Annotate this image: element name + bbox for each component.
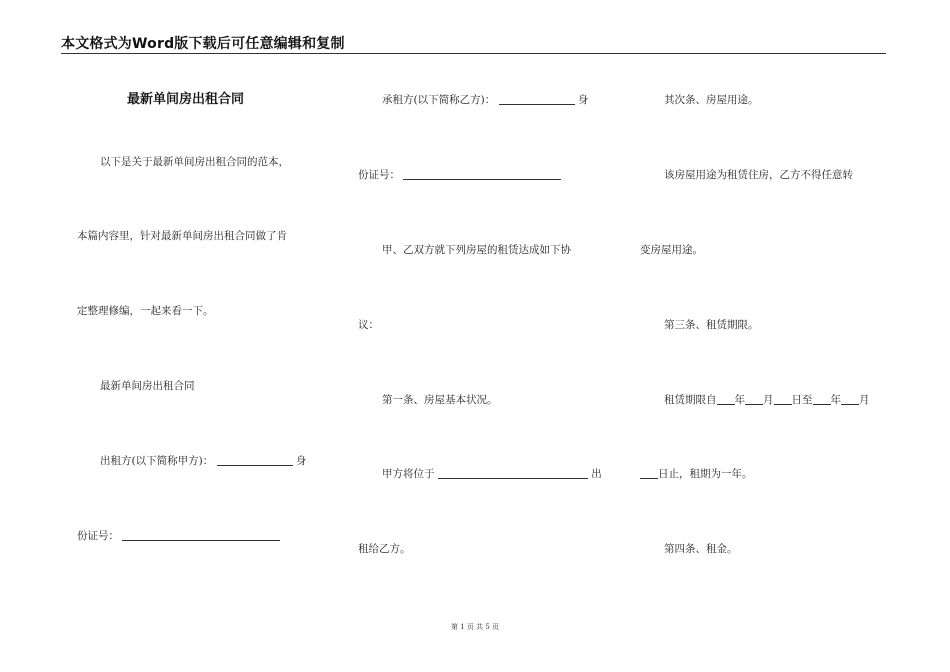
year-char-2: 年	[830, 394, 841, 406]
start-day-blank	[774, 394, 792, 405]
col3-paragraph-2: 该房屋用途为租赁住房，乙方不得任意转	[664, 169, 853, 181]
col1-id-line	[77, 529, 280, 543]
col3-paragraph-3: 变房屋用途。	[640, 244, 703, 256]
page-number: 第 1 页 共 5 页	[450, 623, 500, 631]
end-month-blank	[841, 394, 859, 405]
lessor-id-blank	[122, 530, 280, 541]
header-title: 本文格式为Word版下载后可任意编辑和复制	[61, 36, 345, 52]
lessee-line-end: 身	[577, 94, 589, 106]
article-4-heading: 第四条、租金。	[664, 543, 738, 555]
col2-id-line	[358, 168, 561, 182]
lessor-label: 出租方(以下简称甲方)：	[100, 455, 214, 467]
document-title: 最新单间房出租合同	[127, 92, 245, 107]
location-line-end: 出	[591, 468, 602, 480]
lease-term-end-text: 日止，租期为一年。	[658, 468, 753, 480]
month-char-2: 月	[859, 394, 870, 406]
lease-term-line	[664, 393, 870, 407]
end-year-blank	[813, 394, 831, 405]
lease-term-end-line	[640, 467, 753, 481]
location-blank	[438, 468, 588, 479]
lessor-id-label: 份证号：	[77, 530, 119, 542]
lessee-id-label: 份证号：	[358, 169, 400, 181]
start-month-blank	[745, 394, 763, 405]
col2-paragraph-7: 租给乙方。	[358, 543, 411, 555]
col1-paragraph-3: 定整理修编，一起来看一下。	[77, 305, 214, 317]
year-char-1: 年	[734, 394, 745, 406]
col1-paragraph-1: 以下是关于最新单间房出租合同的范本，	[100, 156, 289, 168]
lessor-line-end: 身	[295, 455, 307, 467]
lessee-label: 承租方(以下简称乙方)：	[382, 94, 496, 106]
location-label: 甲方将位于	[382, 468, 435, 480]
article-3-heading: 第三条、租赁期限。	[664, 319, 759, 331]
col2-location-line	[382, 467, 602, 481]
header-rule	[61, 53, 886, 54]
start-year-blank	[717, 394, 735, 405]
col1-paragraph-4: 最新单间房出租合同	[100, 380, 195, 392]
lessor-blank	[217, 455, 293, 466]
lessee-blank	[499, 94, 575, 105]
lease-term-label: 租赁期限自	[664, 394, 717, 406]
month-char-1: 月	[763, 394, 774, 406]
col2-lessee-line	[382, 93, 588, 107]
col1-lessor-line	[100, 454, 306, 468]
col2-paragraph-4: 议：	[358, 319, 379, 331]
col2-paragraph-3: 甲、乙双方就下列房屋的租赁达成如下协	[382, 244, 571, 256]
lessee-id-blank	[403, 169, 561, 180]
article-1-heading: 第一条、房屋基本状况。	[382, 394, 498, 406]
col1-paragraph-2: 本篇内容里，针对最新单间房出租合同做了肯	[77, 230, 287, 242]
day-to-char: 日至	[791, 394, 813, 406]
article-2-heading: 其次条、房屋用途。	[664, 94, 759, 106]
end-day-blank	[640, 468, 658, 479]
